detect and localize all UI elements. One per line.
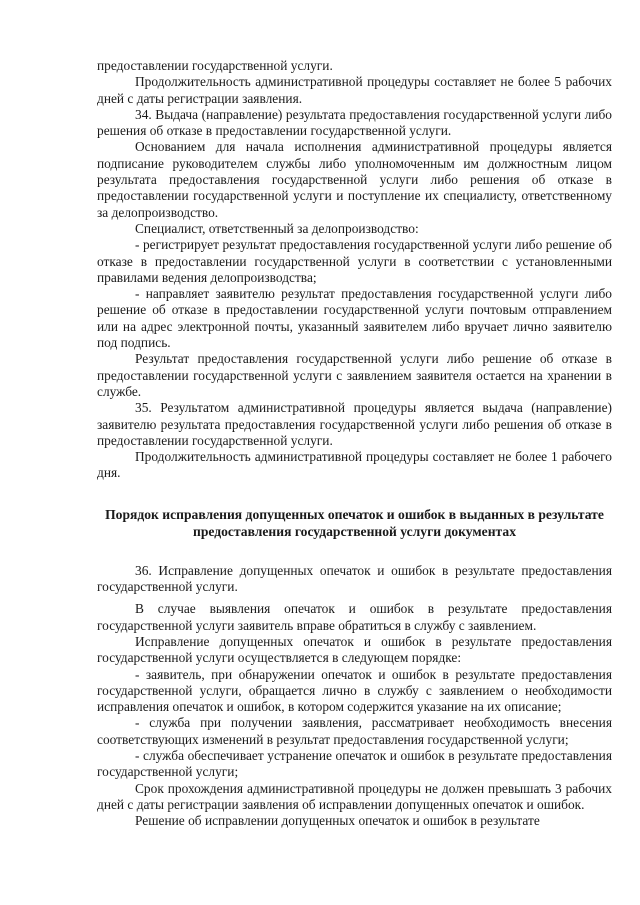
paragraph: В случае выявления опечаток и ошибок в результате предоставления государственной услуги заявитель вправе обратиться в службу с заявлением. (97, 601, 612, 633)
paragraph: - служба обеспечивает устранение опечаток и ошибок в результате предоставления государственной услуги; (97, 747, 612, 780)
paragraph: 34. Выдача (направление) результата предоставления государственной услуги либо решения об отказе в предоставлении государственной услуги. (97, 106, 612, 139)
paragraph: Продолжительность административной процедуры составляет не более 1 рабочего дня. (97, 449, 612, 481)
paragraph: - направляет заявителю результат предоставления государственной услуги либо решение об отказе в предоставлении государственной услуги почтовым отправлением или на адрес электронной почты, указанный заявителем либо вручает лично заявителю под подпись. (97, 286, 612, 351)
paragraph: Продолжительность административной процедуры составляет не более 5 рабочих дней с даты регистрации заявления. (97, 74, 612, 106)
paragraph: Срок прохождения административной процедуры не должен превышать 3 рабочих дней с даты регистрации заявления об исправлении допущенных опечаток и ошибок. (97, 780, 612, 812)
section-heading: Порядок исправления допущенных опечаток и ошибок в выданных в результате предоставления государственной услуги документах (105, 506, 604, 539)
paragraph: Специалист, ответственный за делопроизводство: (135, 220, 419, 236)
paragraph: - заявитель, при обнаружении опечаток и ошибок в результате предоставления государственной услуги, обращается лично в службу с заявлением о необходимости исправления опечаток и ошибок, в котором содержится указание на их описание; (97, 666, 612, 715)
paragraph: 36. Исправление допущенных опечаток и ошибок в результате предоставления государственной услуги. (97, 562, 612, 595)
paragraph: предоставлении государственной услуги. (97, 58, 333, 73)
paragraph: Решение об исправлении допущенных опечаток и ошибок в результате (135, 813, 540, 829)
paragraph: - регистрирует результат предоставления государственной услуги либо решение об отказе в предоставлении государственной услуги в соответствии с установленными правилами ведения делопроизводства; (97, 237, 612, 285)
paragraph: Результат предоставления государственной услуги либо решение об отказе в предоставлении государственной услуги с заявлением заявителя остается на хранении в службе. (97, 351, 612, 399)
paragraph: 35. Результатом административной процедуры является выдача (направление) заявителю результата предоставления государственной услуги либо решения об отказе в предоставлении государственной услуги. (97, 400, 612, 448)
paragraph: Исправление допущенных опечаток и ошибок в результате предоставления государственной услуги осуществляется в следующем порядке: (97, 633, 612, 666)
paragraph: - служба при получении заявления, рассматривает необходимость внесения соответствующих изменений в результат предоставления государственной услуги; (97, 715, 612, 747)
paragraph: Основанием для начала исполнения административной процедуры является подписание руководителем службы либо уполномоченным им должностным лицом результата предоставления государственной услуги либо решения об отказе в предоставлении государственной услуги и поступление их специалисту, ответственному за делопроизводство. (97, 139, 612, 220)
